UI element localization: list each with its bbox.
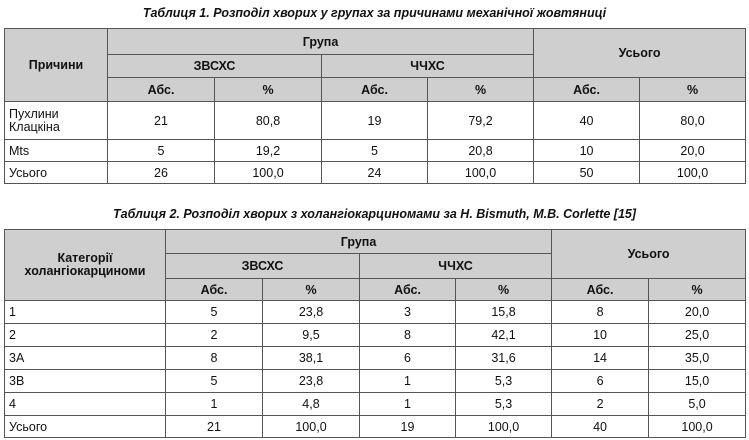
table-row <box>5 324 746 347</box>
cell: 40 <box>552 416 649 438</box>
cell: 2 <box>552 393 649 416</box>
cell: 79,2 <box>428 102 534 140</box>
table-row <box>5 140 746 162</box>
cell: 2 <box>166 324 263 347</box>
cell: 42,1 <box>456 324 552 347</box>
table2-header-zvshs: ЗВСХС <box>166 254 360 279</box>
cell: 15,8 <box>456 301 552 324</box>
cell: 38,1 <box>263 347 360 370</box>
cell: 8 <box>360 324 456 347</box>
table2 <box>4 229 746 438</box>
cell: 5,3 <box>456 393 552 416</box>
cell: 40 <box>534 102 640 140</box>
cell: 23,8 <box>263 370 360 393</box>
cell: 5 <box>322 140 428 162</box>
row-label: Усього <box>5 416 166 438</box>
table-row <box>5 416 746 438</box>
row-label: Усього <box>5 162 108 184</box>
cell: 80,0 <box>640 102 746 140</box>
table2-header-chchhs: ЧЧХС <box>360 254 552 279</box>
table2-header-total: Усього <box>552 230 746 279</box>
cell: 100,0 <box>640 162 746 184</box>
cell: 100,0 <box>215 162 322 184</box>
table1-header-pct: % <box>215 78 322 102</box>
row-label: 2 <box>5 324 166 347</box>
cell: 21 <box>166 416 263 438</box>
cell: 20,8 <box>428 140 534 162</box>
cell: 50 <box>534 162 640 184</box>
table1-header-group: Група <box>108 29 534 55</box>
cell: 23,8 <box>263 301 360 324</box>
cell: 5,3 <box>456 370 552 393</box>
cell: 15,0 <box>649 370 746 393</box>
cell: 100,0 <box>428 162 534 184</box>
table-row <box>5 370 746 393</box>
table1-header-pct: % <box>640 78 746 102</box>
cell: 20,0 <box>649 301 746 324</box>
cell: 25,0 <box>649 324 746 347</box>
row-label: Пухлини Клацкіна <box>5 102 108 140</box>
cell: 19 <box>322 102 428 140</box>
table1-header-total: Усього <box>534 29 746 78</box>
table1-header-zvshs: ЗВСХС <box>108 55 322 78</box>
cell: 24 <box>322 162 428 184</box>
cell: 19,2 <box>215 140 322 162</box>
cell: 8 <box>552 301 649 324</box>
table-row <box>5 162 746 184</box>
table1-caption: Таблиця 1. Розподіл хворих у групах за причинами механічної жовтяниці <box>142 6 607 20</box>
cell: 1 <box>360 393 456 416</box>
cell: 3 <box>360 301 456 324</box>
row-label: Mts <box>5 140 108 162</box>
table-row <box>5 301 746 324</box>
cell: 21 <box>108 102 215 140</box>
row-label: 3B <box>5 370 166 393</box>
cell: 9,5 <box>263 324 360 347</box>
cell: 100,0 <box>263 416 360 438</box>
table2-header-abs: Абс. <box>552 279 649 301</box>
cell: 4,8 <box>263 393 360 416</box>
table2-header-pct: % <box>263 279 360 301</box>
cell: 5 <box>166 301 263 324</box>
cell: 31,6 <box>456 347 552 370</box>
table1-header-abs: Абс. <box>108 78 215 102</box>
cell: 8 <box>166 347 263 370</box>
cell: 80,8 <box>215 102 322 140</box>
table2-header-pct: % <box>649 279 746 301</box>
cell: 10 <box>552 324 649 347</box>
table1-header-causes: Причини <box>5 29 108 102</box>
cell: 5 <box>166 370 263 393</box>
cell: 1 <box>166 393 263 416</box>
cell: 35,0 <box>649 347 746 370</box>
table-row <box>5 347 746 370</box>
table1 <box>4 28 746 184</box>
cell: 10 <box>534 140 640 162</box>
table2-header-group: Група <box>166 230 552 254</box>
table1-header-abs: Абс. <box>322 78 428 102</box>
cell: 5 <box>108 140 215 162</box>
cell: 6 <box>552 370 649 393</box>
row-label: 3A <box>5 347 166 370</box>
table-row <box>5 102 746 140</box>
cell: 26 <box>108 162 215 184</box>
cell: 6 <box>360 347 456 370</box>
cell: 100,0 <box>649 416 746 438</box>
table1-header-pct: % <box>428 78 534 102</box>
cell: 100,0 <box>456 416 552 438</box>
cell: 19 <box>360 416 456 438</box>
table-row <box>5 393 746 416</box>
table2-header-category: Категорії холангіокарциноми <box>5 230 166 301</box>
table2-caption: Таблиця 2. Розподіл хворих з холангіокарциномами за H. Bismuth, M.B. Corlette [15] <box>112 207 637 221</box>
table2-header-abs: Абс. <box>360 279 456 301</box>
row-label: 4 <box>5 393 166 416</box>
table1-header-abs: Абс. <box>534 78 640 102</box>
cell: 14 <box>552 347 649 370</box>
cell: 1 <box>360 370 456 393</box>
row-label: 1 <box>5 301 166 324</box>
cell: 5,0 <box>649 393 746 416</box>
table2-header-abs: Абс. <box>166 279 263 301</box>
table2-header-pct: % <box>456 279 552 301</box>
table1-header-chchhs: ЧЧХС <box>322 55 534 78</box>
cell: 20,0 <box>640 140 746 162</box>
